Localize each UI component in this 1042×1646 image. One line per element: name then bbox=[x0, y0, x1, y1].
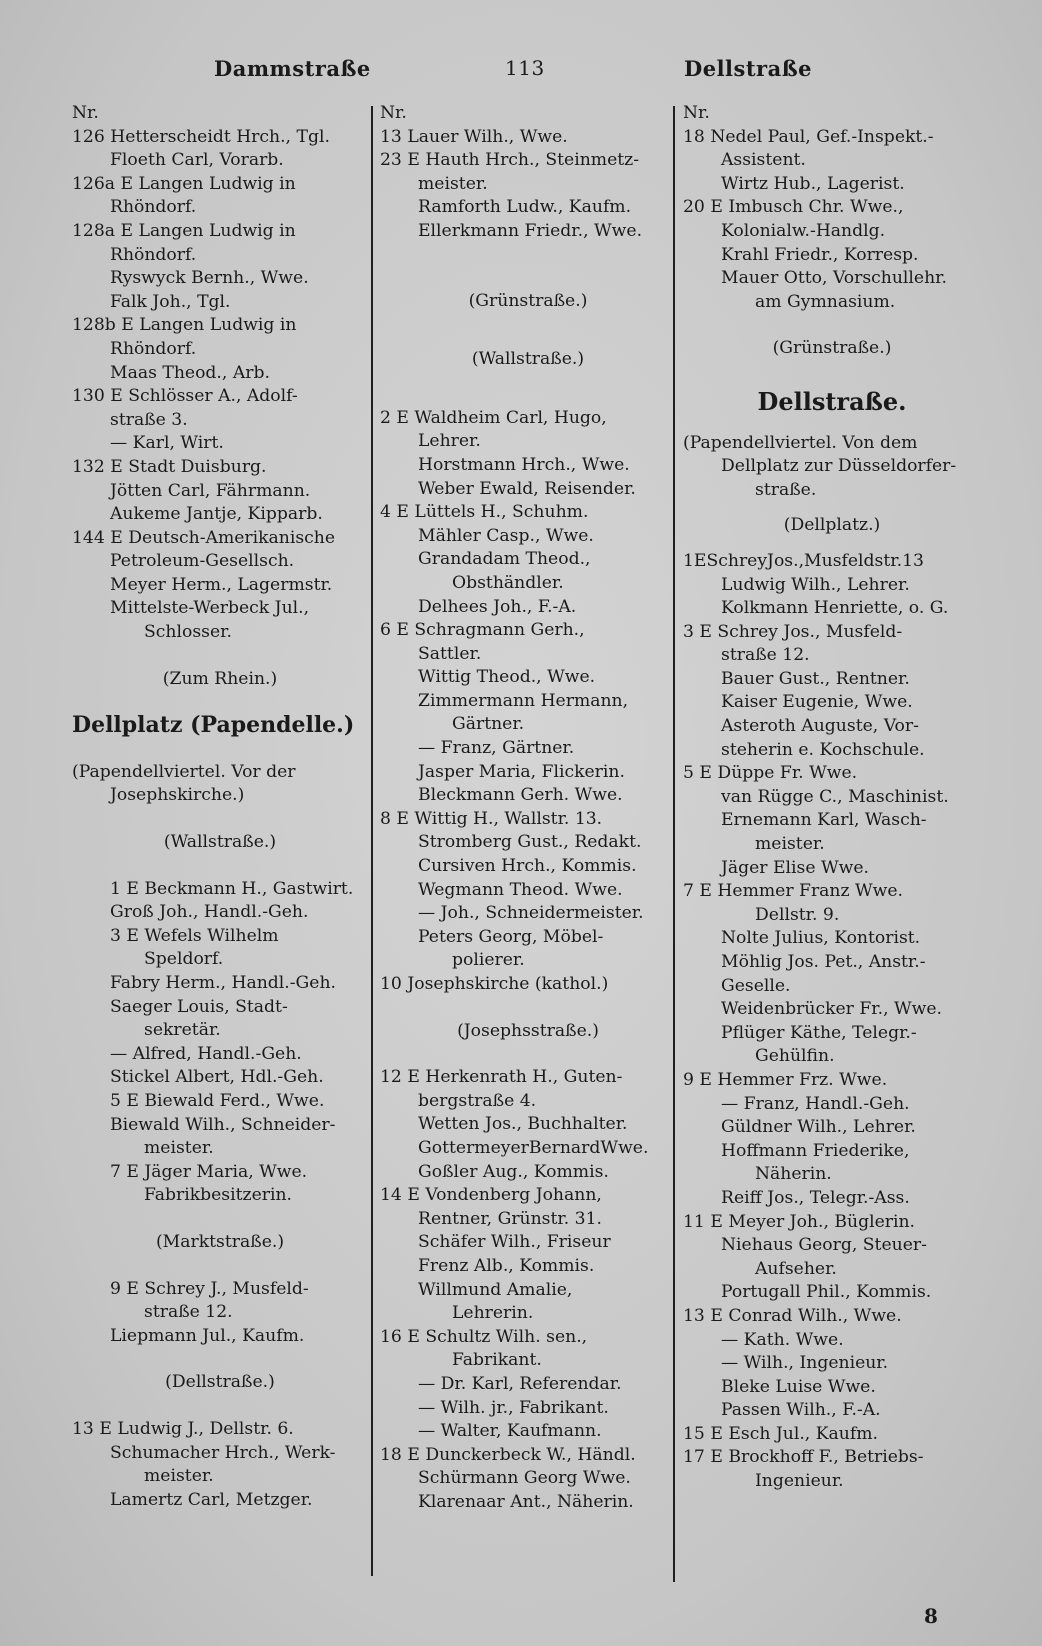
directory-entry: 11 E Meyer Joh., Büglerin. bbox=[683, 1211, 915, 1232]
directory-entry: Nr. bbox=[683, 103, 710, 123]
spacer bbox=[683, 420, 981, 432]
directory-entry: 9 E Schrey J., Musfeld- bbox=[110, 1278, 309, 1299]
directory-entry: meister. bbox=[418, 173, 488, 194]
directory-entry: Aufseher. bbox=[755, 1258, 837, 1279]
directory-entry: polierer. bbox=[452, 950, 525, 971]
directory-entry: Ramforth Ludw., Kaufm. bbox=[418, 197, 632, 218]
directory-entry: 13 E Conrad Wilh., Wwe. bbox=[683, 1305, 902, 1326]
directory-entry: 1 E Beckmann H., Gastwirt. bbox=[110, 878, 354, 899]
directory-entry: Möhlig Jos. Pet., Anstr.- bbox=[721, 952, 926, 972]
directory-entry: — Joh., Schneidermeister. bbox=[418, 903, 644, 924]
directory-entry: straße 3. bbox=[110, 409, 188, 430]
directory-entry: 132 E Stadt Duisburg. bbox=[72, 456, 267, 477]
column-left bbox=[72, 102, 368, 1512]
signature-mark: 8 bbox=[924, 1604, 938, 1628]
column-right bbox=[683, 102, 981, 1494]
directory-entry: Ingenieur. bbox=[755, 1471, 844, 1492]
directory-entry: 1ESchreyJos.,Musfeldstr.13 bbox=[683, 550, 924, 571]
spacer bbox=[380, 1043, 676, 1066]
spacer bbox=[380, 372, 676, 395]
directory-entry: — Kath. Wwe. bbox=[721, 1329, 844, 1350]
street-heading: Dellplatz (Papendelle.) bbox=[72, 714, 355, 738]
cross-street: (Dellstraße.) bbox=[165, 1372, 275, 1393]
directory-entry: 126a E Langen Ludwig in bbox=[72, 173, 296, 194]
directory-entry: 7 E Hemmer Franz Wwe. bbox=[683, 881, 904, 902]
directory-entry: Weber Ewald, Reisender. bbox=[418, 478, 636, 499]
spacer bbox=[380, 267, 676, 290]
directory-entry: sekretär. bbox=[144, 1020, 221, 1041]
directory-entry: Jäger Elise Wwe. bbox=[721, 857, 869, 878]
spacer bbox=[380, 395, 676, 407]
directory-entry: van Rügge C., Maschinist. bbox=[721, 786, 949, 807]
directory-entry: 144 E Deutsch-Amerikanische bbox=[72, 527, 336, 548]
directory-entry: Nolte Julius, Kontorist. bbox=[721, 928, 921, 949]
directory-entry: Willmund Amalie, bbox=[418, 1279, 573, 1300]
directory-entry: Schlosser. bbox=[144, 622, 232, 643]
directory-entry: GottermeyerBernardWwe. bbox=[418, 1137, 649, 1158]
street-heading: Dellstraße. bbox=[757, 389, 907, 414]
directory-entry: Fabrikbesitzerin. bbox=[144, 1185, 293, 1206]
directory-entry: — Franz, Gärtner. bbox=[418, 738, 575, 759]
directory-entry: 23 E Hauth Hrch., Steinmetz- bbox=[380, 150, 640, 171]
directory-entry: — Karl, Wirt. bbox=[110, 433, 224, 454]
spacer bbox=[683, 361, 981, 384]
directory-entry: Güldner Wilh., Lehrer. bbox=[721, 1117, 916, 1138]
spacer bbox=[72, 645, 368, 668]
directory-entry: 126 Hetterscheidt Hrch., Tgl. bbox=[72, 126, 330, 147]
directory-entry: Mauer Otto, Vorschullehr. bbox=[721, 268, 947, 289]
spacer bbox=[683, 314, 981, 337]
directory-entry: Schürmann Georg Wwe. bbox=[418, 1468, 631, 1489]
directory-entry: Stickel Albert, Hdl.-Geh. bbox=[110, 1067, 324, 1088]
directory-entry: 17 E Brockhoff F., Betriebs- bbox=[683, 1447, 924, 1468]
directory-entry: 15 E Esch Jul., Kaufm. bbox=[683, 1423, 878, 1444]
directory-entry: Kolkmann Henriette, o. G. bbox=[721, 598, 949, 619]
directory-entry: (Papendellviertel. Vor der bbox=[72, 761, 296, 782]
directory-entry: straße 12. bbox=[721, 645, 810, 666]
directory-entry: Falk Joh., Tgl. bbox=[110, 291, 231, 312]
spacer bbox=[72, 808, 368, 831]
directory-entry: Rhöndorf. bbox=[110, 197, 197, 218]
directory-entry: Pflüger Käthe, Telegr.- bbox=[721, 1022, 917, 1043]
directory-entry: Wirtz Hub., Lagerist. bbox=[721, 173, 905, 194]
spacer bbox=[380, 997, 676, 1020]
cross-street: (Dellplatz.) bbox=[783, 515, 881, 536]
directory-entry: (Papendellviertel. Von dem bbox=[683, 432, 918, 453]
directory-entry: 13 E Ludwig J., Dellstr. 6. bbox=[72, 1418, 294, 1439]
directory-entry: Saeger Louis, Stadt- bbox=[110, 996, 288, 1017]
directory-entry: Nr. bbox=[380, 103, 407, 123]
directory-entry: Lamertz Carl, Metzger. bbox=[110, 1489, 313, 1510]
directory-entry: Maas Theod., Arb. bbox=[110, 362, 270, 383]
directory-entry: Hoffmann Friederike, bbox=[721, 1140, 910, 1161]
directory-entry: Schäfer Wilh., Friseur bbox=[418, 1232, 611, 1253]
directory-entry: Bleckmann Gerh. Wwe. bbox=[418, 785, 623, 806]
directory-entry: Lehrerin. bbox=[452, 1303, 534, 1324]
directory-entry: Fabrikant. bbox=[452, 1350, 542, 1371]
cross-street: (Zum Rhein.) bbox=[162, 668, 278, 689]
directory-entry: bergstraße 4. bbox=[418, 1090, 537, 1111]
directory-entry: 9 E Hemmer Frz. Wwe. bbox=[683, 1069, 888, 1090]
directory-entry: — Wilh., Ingenieur. bbox=[721, 1353, 889, 1374]
spacer bbox=[72, 1395, 368, 1418]
directory-entry: Ryswyck Bernh., Wwe. bbox=[110, 268, 309, 289]
directory-entry: Speldorf. bbox=[144, 949, 224, 970]
directory-entry: Fabry Herm., Handl.-Geh. bbox=[110, 973, 336, 993]
directory-entry: Schumacher Hrch., Werk- bbox=[110, 1442, 336, 1463]
spacer bbox=[72, 691, 368, 714]
spacer bbox=[72, 855, 368, 878]
directory-entry: Meyer Herm., Lagermstr. bbox=[110, 574, 333, 595]
directory-entry: 12 E Herkenrath H., Guten- bbox=[380, 1067, 623, 1088]
directory-entry: Ellerkmann Friedr., Wwe. bbox=[418, 220, 643, 241]
cross-street: (Wallstraße.) bbox=[163, 832, 277, 853]
directory-entry: — Alfred, Handl.-Geh. bbox=[110, 1043, 302, 1064]
directory-entry: Goßler Aug., Kommis. bbox=[418, 1161, 609, 1182]
directory-entry: Jötten Carl, Fährmann. bbox=[110, 480, 311, 501]
directory-entry: Wegmann Theod. Wwe. bbox=[418, 879, 623, 900]
directory-entry: Ludwig Wilh., Lehrer. bbox=[721, 574, 910, 595]
directory-entry: 18 E Dunckerbeck W., Händl. bbox=[380, 1444, 636, 1465]
spacer bbox=[380, 244, 676, 267]
cross-street: (Wallstraße.) bbox=[471, 349, 585, 370]
directory-entry: Sattler. bbox=[418, 643, 482, 664]
directory-entry: straße 12. bbox=[144, 1302, 233, 1323]
directory-entry: — Dr. Karl, Referendar. bbox=[418, 1373, 622, 1394]
directory-entry: — Walter, Kaufmann. bbox=[418, 1421, 602, 1442]
directory-entry: Niehaus Georg, Steuer- bbox=[721, 1235, 927, 1256]
directory-entry: Frenz Alb., Kommis. bbox=[418, 1255, 595, 1276]
spacer bbox=[72, 1348, 368, 1371]
directory-entry: meister. bbox=[144, 1138, 214, 1159]
directory-entry: Zimmermann Hermann, bbox=[418, 690, 629, 711]
directory-entry: straße. bbox=[755, 479, 817, 500]
directory-entry: — Wilh. jr., Fabrikant. bbox=[418, 1397, 609, 1418]
directory-entry: Petroleum-Gesellsch. bbox=[110, 551, 295, 572]
directory-entry: Lehrer. bbox=[418, 431, 481, 452]
directory-entry: Dellstr. 9. bbox=[755, 904, 840, 925]
spacer bbox=[72, 1255, 368, 1278]
directory-entry: 18 Nedel Paul, Gef.-Inspekt.- bbox=[683, 126, 934, 147]
spacer bbox=[683, 538, 981, 550]
directory-entry: Delhees Joh., F.-A. bbox=[418, 596, 577, 617]
running-head-left: Dammstraße bbox=[214, 56, 371, 81]
directory-entry: Cursiven Hrch., Kommis. bbox=[418, 856, 637, 877]
directory-entry: Biewald Wilh., Schneider- bbox=[110, 1114, 336, 1135]
directory-entry: Wetten Jos., Buchhalter. bbox=[418, 1114, 628, 1135]
directory-entry: Portugall Phil., Kommis. bbox=[721, 1282, 932, 1303]
directory-entry: Peters Georg, Möbel- bbox=[418, 926, 604, 947]
directory-entry: Kolonialw.-Handlg. bbox=[721, 220, 886, 241]
directory-entry: 7 E Jäger Maria, Wwe. bbox=[110, 1161, 308, 1182]
directory-entry: meister. bbox=[755, 834, 825, 855]
directory-entry: Grandadam Theod., bbox=[418, 549, 591, 570]
directory-entry: Liepmann Jul., Kaufm. bbox=[110, 1325, 305, 1346]
directory-entry: Weidenbrücker Fr., Wwe. bbox=[721, 999, 943, 1020]
spacer bbox=[380, 336, 676, 348]
directory-entry: Mähler Casp., Wwe. bbox=[418, 525, 594, 546]
directory-entry: am Gymnasium. bbox=[755, 291, 896, 312]
spacer bbox=[72, 738, 368, 761]
page-number: 113 bbox=[505, 56, 545, 80]
directory-entry: 8 E Wittig H., Wallstr. 13. bbox=[380, 808, 603, 829]
directory-entry: Kaiser Eugenie, Wwe. bbox=[721, 692, 913, 713]
directory-entry: Josephskirche.) bbox=[110, 785, 245, 806]
directory-entry: 13 Lauer Wilh., Wwe. bbox=[380, 126, 568, 147]
directory-entry: 16 E Schultz Wilh. sen., bbox=[380, 1326, 588, 1347]
cross-street: (Grünstraße.) bbox=[772, 338, 892, 359]
directory-entry: 128b E Langen Ludwig in bbox=[72, 315, 297, 336]
directory-entry: 2 E Waldheim Carl, Hugo, bbox=[380, 407, 607, 428]
directory-entry: Wittig Theod., Wwe. bbox=[418, 667, 596, 688]
directory-entry: 130 E Schlösser A., Adolf- bbox=[72, 386, 298, 407]
directory-entry: 4 E Lüttels H., Schuhm. bbox=[380, 502, 589, 523]
directory-entry: Dellplatz zur Düsseldorfer- bbox=[721, 456, 957, 477]
directory-entry: Obsthändler. bbox=[452, 572, 564, 593]
spacer bbox=[380, 313, 676, 336]
directory-entry: Bleke Luise Wwe. bbox=[721, 1376, 876, 1397]
directory-entry: Rentner, Grünstr. 31. bbox=[418, 1208, 602, 1229]
cross-street: (Grünstraße.) bbox=[468, 290, 588, 311]
directory-entry: Bauer Gust., Rentner. bbox=[721, 668, 910, 689]
directory-entry: Floeth Carl, Vorarb. bbox=[110, 150, 284, 171]
directory-entry: Näherin. bbox=[755, 1164, 832, 1185]
directory-entry: Mittelste-Werbeck Jul., bbox=[110, 598, 310, 619]
directory-entry: Nr. bbox=[72, 103, 99, 123]
spacer bbox=[72, 1208, 368, 1231]
directory-entry: Reiff Jos., Telegr.-Ass. bbox=[721, 1187, 910, 1208]
directory-entry: Rhöndorf. bbox=[110, 244, 197, 265]
directory-entry: 5 E Düppe Fr. Wwe. bbox=[683, 763, 858, 784]
directory-entry: 3 E Wefels Wilhelm bbox=[110, 925, 279, 946]
cross-street: (Marktstraße.) bbox=[155, 1231, 285, 1252]
running-head-right: Dellstraße bbox=[684, 56, 813, 81]
directory-entry: Gärtner. bbox=[452, 714, 525, 735]
column-middle bbox=[380, 102, 676, 1514]
directory-entry: Ernemann Karl, Wasch- bbox=[721, 810, 927, 831]
directory-entry: Jasper Maria, Flickerin. bbox=[418, 761, 625, 782]
directory-entry: steherin e. Kochschule. bbox=[721, 739, 925, 760]
directory-entry: 14 E Vondenberg Johann, bbox=[380, 1185, 602, 1206]
directory-entry: 3 E Schrey Jos., Musfeld- bbox=[683, 621, 903, 642]
directory-entry: 20 E Imbusch Chr. Wwe., bbox=[683, 197, 904, 218]
directory-entry: Krahl Friedr., Korresp. bbox=[721, 244, 919, 265]
directory-entry: Stromberg Gust., Redakt. bbox=[418, 832, 642, 853]
directory-entry: 128a E Langen Ludwig in bbox=[72, 220, 296, 241]
directory-entry: Assistent. bbox=[721, 150, 806, 171]
directory-entry: 5 E Biewald Ferd., Wwe. bbox=[110, 1090, 325, 1111]
directory-entry: Asteroth Auguste, Vor- bbox=[721, 716, 919, 737]
directory-entry: meister. bbox=[144, 1466, 214, 1487]
spacer bbox=[683, 502, 981, 514]
directory-entry: Groß Joh., Handl.-Geh. bbox=[110, 902, 309, 923]
directory-entry: Rhöndorf. bbox=[110, 338, 197, 359]
directory-entry: — Franz, Handl.-Geh. bbox=[721, 1093, 910, 1114]
directory-entry: Gehülfin. bbox=[755, 1046, 835, 1067]
directory-entry: 10 Josephskirche (kathol.) bbox=[380, 974, 609, 994]
cross-street: (Josephsstraße.) bbox=[457, 1020, 599, 1041]
directory-entry: Aukeme Jantje, Kipparb. bbox=[110, 504, 323, 525]
directory-entry: Klarenaar Ant., Näherin. bbox=[418, 1491, 634, 1512]
directory-entry: Horstmann Hrch., Wwe. bbox=[418, 454, 630, 475]
directory-entry: Passen Wilh., F.-A. bbox=[721, 1400, 881, 1421]
directory-entry: 6 E Schragmann Gerh., bbox=[380, 620, 585, 641]
column-rule-left bbox=[371, 106, 373, 1576]
directory-entry: Geselle. bbox=[721, 975, 791, 996]
